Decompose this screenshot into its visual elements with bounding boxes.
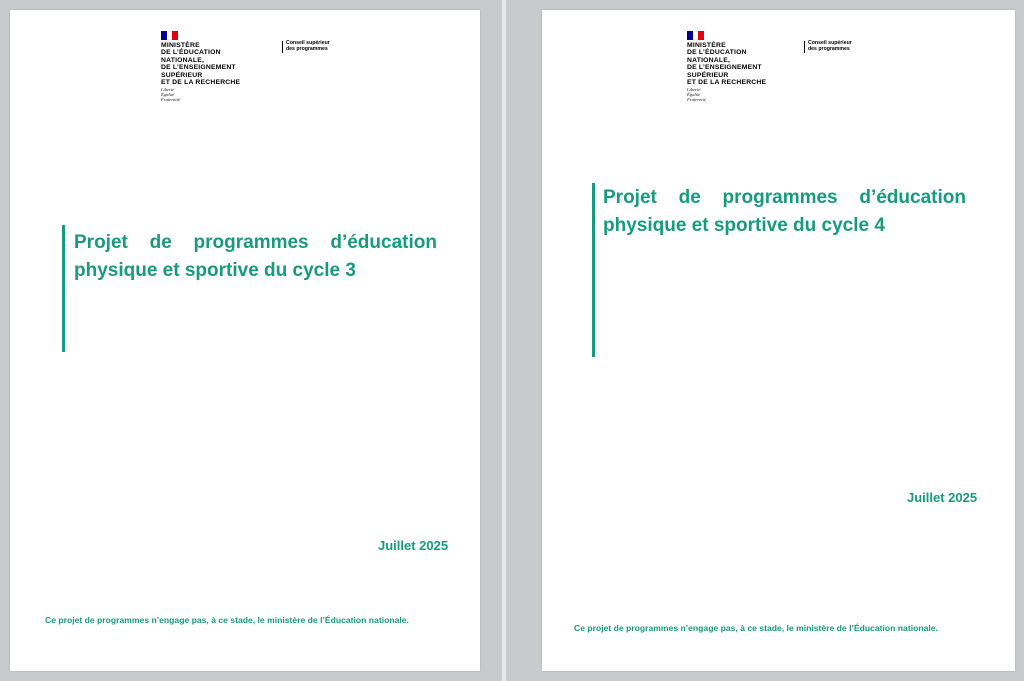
ministry-line: ET DE LA RECHERCHE [687,79,767,87]
republic-motto [687,88,766,102]
ministry-line: NATIONALE, [161,56,205,64]
ministry-line: SUPÉRIEUR [161,71,203,79]
title-word: d’éducation [859,187,966,208]
motto-line: Égalité [687,92,701,98]
title-line-2: physique et sportive du cycle 4 [603,215,885,236]
republic-motto [161,88,240,102]
ministry-logo [687,31,766,103]
motto-line: Égalité [161,92,175,98]
title-accent-bar [62,225,65,352]
ministry-name [687,42,766,86]
title-word: Projet [74,232,128,253]
title-word: de [678,187,701,208]
title-line-2: physique et sportive du cycle 3 [74,260,356,281]
motto-line: Fraternité [687,97,706,103]
ministry-logo [161,31,240,103]
council-line: Conseil supérieur [286,40,330,46]
ministry-line: NATIONALE, [687,56,731,64]
document-title [603,184,966,240]
council-line: des programmes [808,45,850,52]
motto-line: Liberté [161,87,175,93]
council-label [804,41,852,53]
council-line: Conseil supérieur [808,40,852,46]
ministry-line: MINISTÈRE [687,42,726,49]
title-line-1 [74,229,437,257]
document-date: Juillet 2025 [378,538,449,553]
ministry-line: DE L’ENSEIGNEMENT [687,64,762,72]
document-title [74,229,437,285]
ministry-line: MINISTÈRE [161,42,200,49]
council-line: des programmes [286,45,328,52]
title-word: Projet [603,187,657,208]
viewer-divider [502,0,506,681]
title-word: programmes [722,187,838,208]
ministry-line: SUPÉRIEUR [687,71,729,79]
council-label [282,41,330,53]
french-flag-icon [687,31,704,40]
disclaimer-text: Ce projet de programmes n’engage pas, à ce stade, le ministère de l’Éducation nationale. [574,623,938,633]
title-word: de [149,232,172,253]
document-date: Juillet 2025 [907,490,978,505]
disclaimer-text: Ce projet de programmes n’engage pas, à ce stade, le ministère de l’Éducation nationale. [45,615,409,625]
document-page-1 [10,10,480,671]
title-word: d’éducation [330,232,437,253]
ministry-line: DE L’ÉDUCATION [687,49,747,57]
title-word: programmes [193,232,309,253]
title-accent-bar [592,183,595,357]
ministry-line: ET DE LA RECHERCHE [161,79,241,87]
ministry-line: DE L’ÉDUCATION [161,49,221,57]
motto-line: Liberté [687,87,701,93]
french-flag-icon [161,31,178,40]
title-line-1 [603,184,966,212]
ministry-name [161,42,240,86]
ministry-line: DE L’ENSEIGNEMENT [161,64,236,72]
document-page-2 [542,10,1015,671]
motto-line: Fraternité [161,97,180,103]
